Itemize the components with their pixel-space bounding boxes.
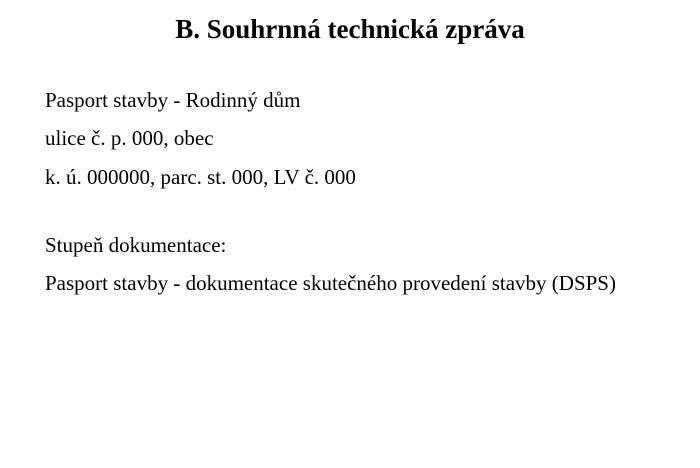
documentation-level-value: Pasport stavby - dokumentace skutečného provedení stavby (DSPS) xyxy=(45,271,616,295)
address-line: ulice č. p. 000, obec xyxy=(45,126,214,150)
cadastral-line: k. ú. 000000, parc. st. 000, LV č. 000 xyxy=(45,165,356,189)
documentation-level-label: Stupeň dokumentace: xyxy=(45,233,227,257)
document-title: B. Souhrnná technická zpráva xyxy=(175,14,525,44)
building-passport-line: Pasport stavby - Rodinný dům xyxy=(45,88,301,112)
